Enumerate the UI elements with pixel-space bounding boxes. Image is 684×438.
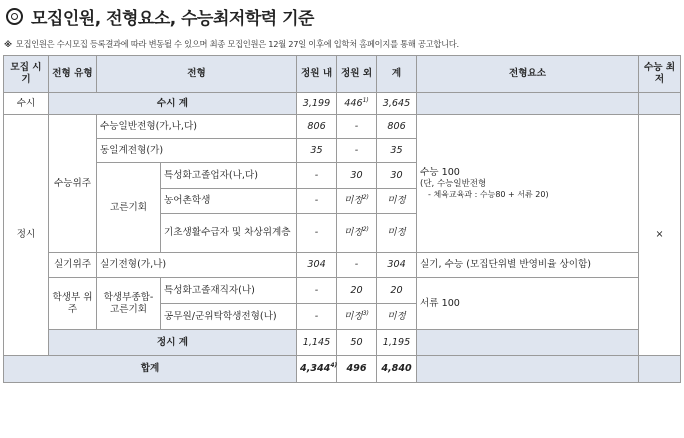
quota-in: -: [297, 214, 337, 253]
grand-quota-in-footnote: 4): [330, 362, 338, 370]
susi-csat-min: [639, 93, 681, 115]
jeongsi-subtotal-elements: [417, 330, 639, 356]
susi-label: 수시 계: [49, 93, 297, 115]
quota-total: 806: [377, 115, 417, 139]
quota-in: -: [297, 304, 337, 330]
quota-out-footnote: 3): [362, 309, 369, 317]
jeongsi-season: 정시: [4, 115, 49, 356]
jeongsi-quota-in: 1,145: [297, 330, 337, 356]
header-type: 전형 유형: [49, 56, 97, 93]
notice-mark: ※: [4, 39, 12, 49]
quota-out: -: [337, 253, 377, 278]
quota-in: 35: [297, 139, 337, 163]
track-name: 수능일반전형(가,나,다): [97, 115, 297, 139]
quota-out: [337, 278, 377, 304]
quota-in: 806: [297, 115, 337, 139]
grand-quota-out: 496: [337, 356, 377, 383]
track-name: 기초생활수급자 및 차상위계층: [161, 214, 297, 253]
track-name: 실기전형(가,나): [97, 253, 297, 278]
quota-out: [337, 189, 377, 214]
practical-elements: 실기, 수능 (모집단위별 반영비율 상이함): [417, 253, 639, 278]
track-name: 농어촌학생: [161, 189, 297, 214]
quota-out: [337, 214, 377, 253]
track-name: 특성화고졸업자(나,다): [161, 163, 297, 189]
type-practical: 실기위주: [49, 253, 97, 278]
jeongsi-total: 1,195: [377, 330, 417, 356]
type-csat: 수능위주: [49, 115, 97, 253]
quota-out-value: 미정: [344, 227, 363, 239]
quota-out-footnote: 2): [362, 194, 369, 202]
record-elements: 서류 100: [417, 278, 639, 330]
quota-in: 304: [297, 253, 337, 278]
sub-group-fair-chance: 고른기회: [97, 163, 161, 253]
header-track: 전형: [97, 56, 297, 93]
admission-table: [3, 55, 681, 383]
susi-quota-out-footnote: 1): [362, 96, 369, 104]
quota-out: [337, 304, 377, 330]
type-school-record: 학생부 위주: [49, 278, 97, 330]
jeongsi-subtotal-label: 정시 계: [49, 330, 297, 356]
quota-out-value: 30: [350, 170, 363, 182]
header-quota-out: 정원 외: [337, 56, 377, 93]
jeongsi-subtotal-row: [4, 330, 681, 356]
jeongsi-quota-out: 50: [337, 330, 377, 356]
table-row: [4, 253, 681, 278]
susi-total: 3,645: [377, 93, 417, 115]
header-csat-min: 수능 최저: [639, 56, 681, 93]
grand-total: 4,840: [377, 356, 417, 383]
notice-text: 모집인원은 수시모집 등록결과에 따라 변동될 수 있으며 최종 모집인원은 12월 27일 이후에 입학처 홈페이지를 통해 공고합니다.: [15, 39, 459, 49]
grand-quota-in-value: 4,344: [300, 363, 331, 375]
grand-total-row: [4, 356, 681, 383]
jeongsi-csat-min: ×: [639, 115, 681, 356]
quota-total: 미정: [377, 214, 417, 253]
susi-quota-out-value: 446: [344, 98, 363, 110]
quota-total: 미정: [377, 189, 417, 214]
grand-total-elements: [417, 356, 639, 383]
susi-season: 수시: [4, 93, 49, 115]
table-row: [4, 115, 681, 139]
grand-quota-in: [297, 356, 337, 383]
quota-out-value: 20: [350, 285, 363, 297]
circle-bullet-icon: [6, 8, 23, 25]
quota-out: [337, 163, 377, 189]
header-quota-in: 정원 내: [297, 56, 337, 93]
track-name: 특성화고졸재직자(나): [161, 278, 297, 304]
header-row: [4, 56, 681, 93]
quota-total: 30: [377, 163, 417, 189]
notice: [4, 38, 459, 50]
track-name: 동일계전형(가): [97, 139, 297, 163]
table-row: [4, 278, 681, 304]
susi-elements: [417, 93, 639, 115]
quota-total: 304: [377, 253, 417, 278]
header-season: 모집 시기: [4, 56, 49, 93]
quota-total: 20: [377, 278, 417, 304]
susi-quota-out: [337, 93, 377, 115]
header-elements: 전형요소: [417, 56, 639, 93]
quota-total: 35: [377, 139, 417, 163]
quota-out-value: 미정: [344, 195, 363, 207]
sub-group-record-fair-chance: 학생부종합- 고른기회: [97, 278, 161, 330]
quota-in: -: [297, 189, 337, 214]
page-title-text: 모집인원, 전형요소, 수능최저학력 기준: [31, 9, 314, 29]
grand-total-label: 합계: [4, 356, 297, 383]
csat-elements: [417, 115, 639, 253]
page-title: [6, 4, 314, 29]
quota-out-footnote: 2): [362, 226, 369, 234]
csat-elements-line2: (단, 수능일반전형: [420, 179, 487, 190]
track-name: 공무원/군위탁학생전형(나): [161, 304, 297, 330]
quota-out: -: [337, 139, 377, 163]
quota-in: -: [297, 278, 337, 304]
susi-quota-in: 3,199: [297, 93, 337, 115]
quota-in: -: [297, 163, 337, 189]
header-total: 계: [377, 56, 417, 93]
quota-total: 미정: [377, 304, 417, 330]
csat-elements-line3: - 체육교육과 : 수능80 + 서류 20): [428, 189, 549, 199]
csat-elements-line1: 수능 100: [420, 167, 460, 179]
quota-out: -: [337, 115, 377, 139]
susi-row: [4, 93, 681, 115]
quota-out-value: 미정: [344, 311, 363, 323]
grand-total-csat-min: [639, 356, 681, 383]
